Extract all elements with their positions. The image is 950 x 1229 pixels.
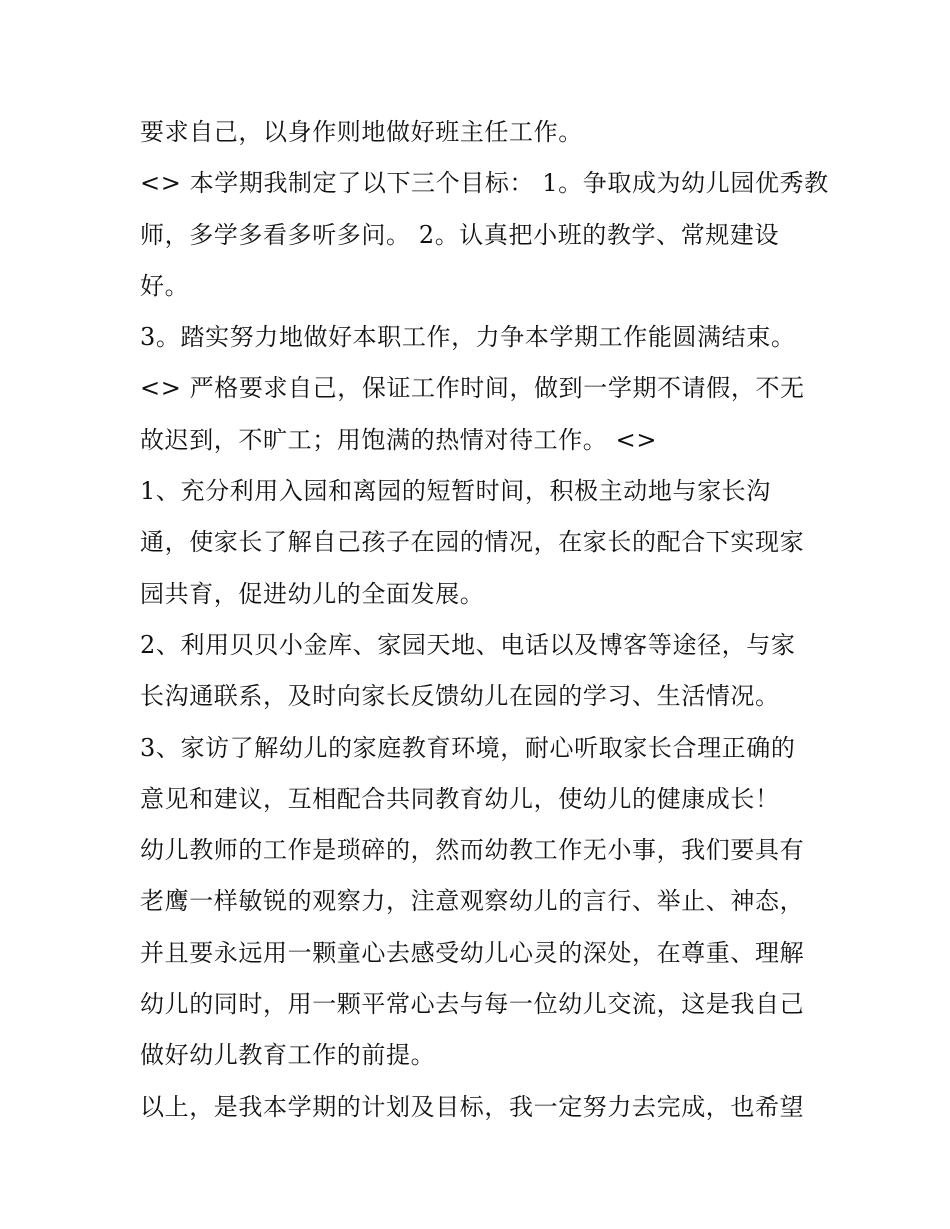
text-line: 并且要永远用一颗童心去感受幼儿心灵的深处，在尊重、理解	[140, 938, 805, 967]
text-line: 1、充分利用入园和离园的短暂时间，积极主动地与家长沟	[140, 477, 771, 506]
text-line: 师，多学多看多听多问。 2。认真把小班的教学、常规建设	[140, 220, 780, 249]
text-line: 要求自己，以身作则地做好班主任工作。	[140, 118, 583, 146]
text-line: 园共育，促进幼儿的全面发展。	[140, 579, 485, 608]
text-line: 以上，是我本学期的计划及目标，我一定努力去完成，也希望	[140, 1092, 805, 1121]
body-text	[140, 107, 829, 1133]
text-line: 故迟到，不旷工；用饱满的热情对待工作。 <>	[140, 425, 658, 454]
text-line: 幼儿教师的工作是琐碎的，然而幼教工作无小事，我们要具有	[140, 836, 805, 865]
text-line: 意见和建议，互相配合共同教育幼儿，使幼儿的健康成长！	[140, 784, 780, 813]
text-line: 长沟通联系，及时向家长反馈幼儿在园的学习、生活情况。	[140, 682, 780, 711]
text-line: 通，使家长了解自己孩子在园的情况，在家长的配合下实现家	[140, 528, 805, 557]
text-line: 好。	[140, 271, 190, 300]
text-line: 2、利用贝贝小金库、家园天地、电话以及博客等途径，与家	[140, 630, 796, 659]
text-line: 幼儿的同时，用一颗平常心去与每一位幼儿交流，这是我自己	[140, 990, 805, 1019]
text-line: 老鹰一样敏锐的观察力，注意观察幼儿的言行、举止、神态，	[140, 887, 805, 916]
text-line: 做好幼儿教育工作的前提。	[140, 1041, 436, 1070]
text-line: 3。踏实努力地做好本职工作，力争本学期工作能圆满结束。	[140, 323, 796, 352]
text-line: 3、家访了解幼儿的家庭教育环境，耐心听取家长合理正确的	[140, 733, 796, 762]
text-line: <> 本学期我制定了以下三个目标： 1。争取成为幼儿园优秀教	[140, 169, 829, 198]
text-line: <> 严格要求自己，保证工作时间，做到一学期不请假，不无	[140, 374, 805, 403]
